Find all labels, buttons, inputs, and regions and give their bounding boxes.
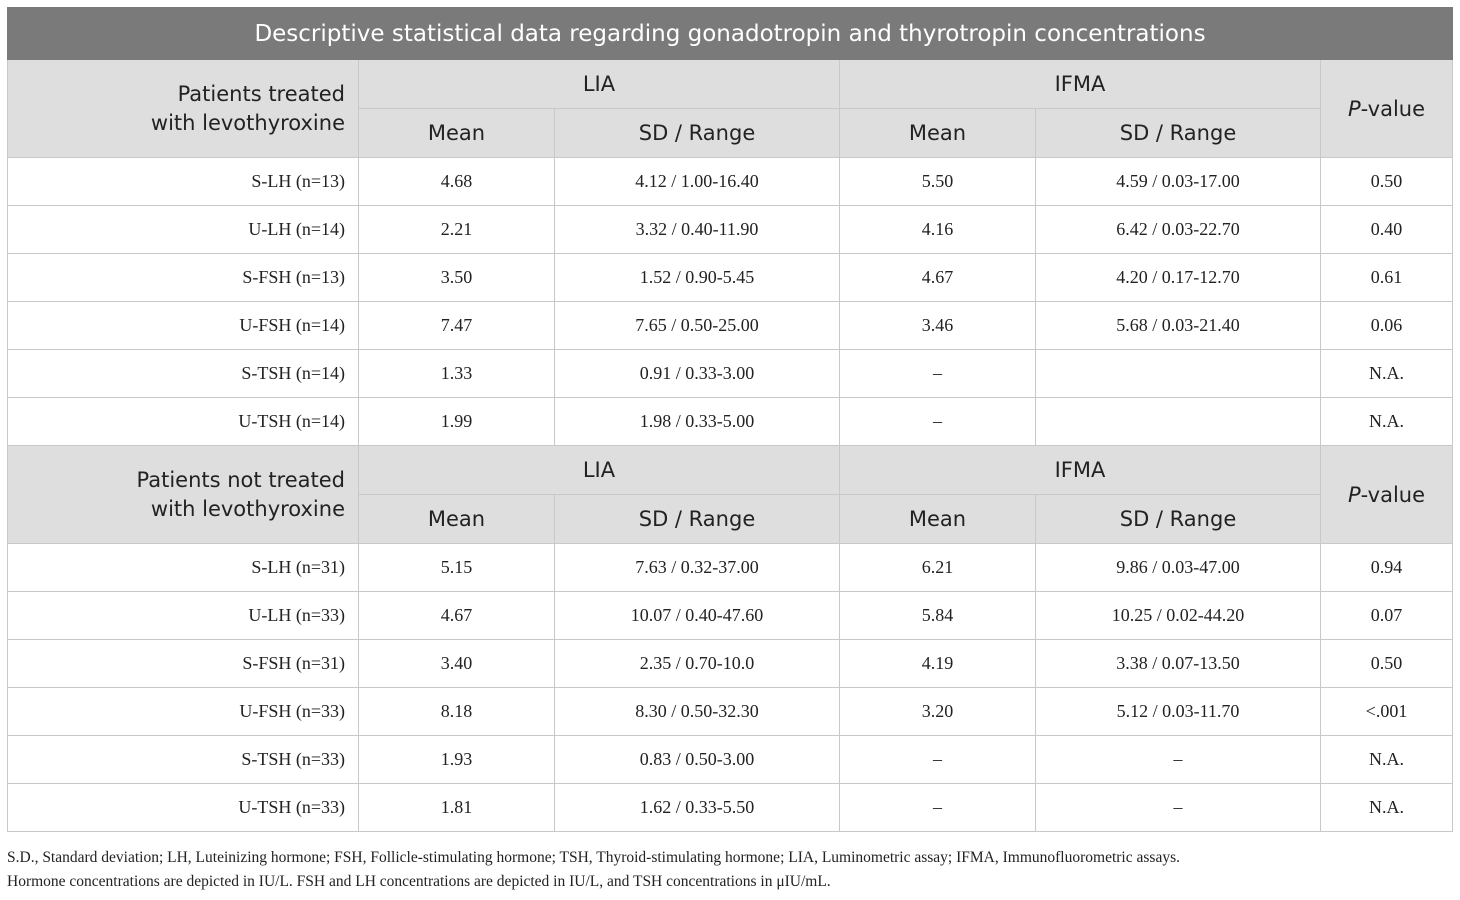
p-value-cell: 0.06 xyxy=(1321,302,1453,350)
row-label: S-TSH (n=33) xyxy=(8,736,359,784)
section-label xyxy=(8,446,359,544)
table-row xyxy=(8,254,1453,302)
ifma-mean-cell: 5.50 xyxy=(840,158,1036,206)
table-row xyxy=(8,206,1453,254)
p-value-header-rest: -value xyxy=(1360,96,1426,121)
ifma-mean-header: Mean xyxy=(840,109,1036,158)
lia-mean-cell: 4.68 xyxy=(359,158,555,206)
lia-sd-range-cell: 10.07 / 0.40-47.60 xyxy=(555,592,840,640)
lia-mean-cell: 1.93 xyxy=(359,736,555,784)
lia-sd-range-cell: 7.65 / 0.50-25.00 xyxy=(555,302,840,350)
table-row xyxy=(8,302,1453,350)
ifma-mean-cell: – xyxy=(840,350,1036,398)
p-value-cell: <.001 xyxy=(1321,688,1453,736)
p-value-cell: N.A. xyxy=(1321,350,1453,398)
ifma-sd-range-cell: – xyxy=(1036,736,1321,784)
section-label-line-2: with levothyroxine xyxy=(150,110,345,135)
lia-mean-cell: 1.33 xyxy=(359,350,555,398)
ifma-sd-range-header: SD / Range xyxy=(1036,109,1321,158)
lia-sd-range-cell: 1.98 / 0.33-5.00 xyxy=(555,398,840,446)
p-value-header-italic: P xyxy=(1347,96,1361,121)
ifma-mean-cell: – xyxy=(840,784,1036,832)
ifma-header: IFMA xyxy=(840,60,1321,109)
lia-sd-range-cell: 3.32 / 0.40-11.90 xyxy=(555,206,840,254)
ifma-sd-range-cell: 5.68 / 0.03-21.40 xyxy=(1036,302,1321,350)
ifma-sd-range-cell: 10.25 / 0.02-44.20 xyxy=(1036,592,1321,640)
ifma-sd-range-cell xyxy=(1036,398,1321,446)
lia-header: LIA xyxy=(359,60,840,109)
p-value-cell: 0.50 xyxy=(1321,640,1453,688)
ifma-mean-header: Mean xyxy=(840,495,1036,544)
lia-mean-header: Mean xyxy=(359,495,555,544)
lia-sd-range-cell: 0.91 / 0.33-3.00 xyxy=(555,350,840,398)
ifma-mean-cell: 3.20 xyxy=(840,688,1036,736)
ifma-mean-cell: – xyxy=(840,398,1036,446)
row-label: S-LH (n=13) xyxy=(8,158,359,206)
row-label: U-LH (n=33) xyxy=(8,592,359,640)
lia-sd-range-cell: 1.62 / 0.33-5.50 xyxy=(555,784,840,832)
table-row xyxy=(8,398,1453,446)
ifma-sd-range-cell: 9.86 / 0.03-47.00 xyxy=(1036,544,1321,592)
ifma-mean-cell: 4.16 xyxy=(840,206,1036,254)
row-label: U-FSH (n=33) xyxy=(8,688,359,736)
p-value-header xyxy=(1321,446,1453,544)
lia-sd-range-cell: 1.52 / 0.90-5.45 xyxy=(555,254,840,302)
section-header-row xyxy=(8,446,1453,495)
p-value-cell: N.A. xyxy=(1321,784,1453,832)
ifma-sd-range-cell: 4.20 / 0.17-12.70 xyxy=(1036,254,1321,302)
p-value-cell: N.A. xyxy=(1321,398,1453,446)
table-container xyxy=(7,7,1452,832)
p-value-header xyxy=(1321,60,1453,158)
table-row xyxy=(8,350,1453,398)
lia-mean-cell: 1.81 xyxy=(359,784,555,832)
lia-sd-range-header: SD / Range xyxy=(555,495,840,544)
lia-sd-range-cell: 0.83 / 0.50-3.00 xyxy=(555,736,840,784)
table-row xyxy=(8,784,1453,832)
ifma-mean-cell: 4.19 xyxy=(840,640,1036,688)
row-label: U-FSH (n=14) xyxy=(8,302,359,350)
table-row xyxy=(8,592,1453,640)
lia-sd-range-cell: 7.63 / 0.32-37.00 xyxy=(555,544,840,592)
lia-mean-header: Mean xyxy=(359,109,555,158)
p-value-cell: 0.94 xyxy=(1321,544,1453,592)
p-value-cell: 0.40 xyxy=(1321,206,1453,254)
lia-mean-cell: 8.18 xyxy=(359,688,555,736)
row-label: U-TSH (n=33) xyxy=(8,784,359,832)
lia-sd-range-header: SD / Range xyxy=(555,109,840,158)
statistics-table xyxy=(7,7,1453,832)
ifma-header: IFMA xyxy=(840,446,1321,495)
ifma-sd-range-header: SD / Range xyxy=(1036,495,1321,544)
ifma-mean-cell: 5.84 xyxy=(840,592,1036,640)
row-label: S-LH (n=31) xyxy=(8,544,359,592)
ifma-sd-range-cell: 3.38 / 0.07-13.50 xyxy=(1036,640,1321,688)
table-row xyxy=(8,640,1453,688)
lia-mean-cell: 1.99 xyxy=(359,398,555,446)
section-label-line-1: Patients not treated xyxy=(136,467,345,492)
row-label: U-TSH (n=14) xyxy=(8,398,359,446)
ifma-mean-cell: 4.67 xyxy=(840,254,1036,302)
p-value-cell: 0.07 xyxy=(1321,592,1453,640)
lia-mean-cell: 2.21 xyxy=(359,206,555,254)
p-value-header-italic: P xyxy=(1347,482,1361,507)
row-label: S-FSH (n=13) xyxy=(8,254,359,302)
footnote xyxy=(7,846,1453,894)
ifma-mean-cell: 3.46 xyxy=(840,302,1036,350)
section-label-line-2: with levothyroxine xyxy=(150,496,345,521)
lia-mean-cell: 3.40 xyxy=(359,640,555,688)
section-header-row xyxy=(8,60,1453,109)
row-label: U-LH (n=14) xyxy=(8,206,359,254)
lia-mean-cell: 3.50 xyxy=(359,254,555,302)
ifma-sd-range-cell: 5.12 / 0.03-11.70 xyxy=(1036,688,1321,736)
lia-mean-cell: 4.67 xyxy=(359,592,555,640)
ifma-sd-range-cell: 4.59 / 0.03-17.00 xyxy=(1036,158,1321,206)
lia-sd-range-cell: 4.12 / 1.00-16.40 xyxy=(555,158,840,206)
p-value-header-rest: -value xyxy=(1360,482,1426,507)
title-row xyxy=(8,8,1453,60)
p-value-cell: 0.50 xyxy=(1321,158,1453,206)
ifma-sd-range-cell: – xyxy=(1036,784,1321,832)
section-label xyxy=(8,60,359,158)
footnote-line-2: Hormone concentrations are depicted in IU/L. FSH and LH concentrations are depicted in IU/L, and TSH concentrations in μIU/mL. xyxy=(7,873,831,890)
p-value-cell: 0.61 xyxy=(1321,254,1453,302)
row-label: S-TSH (n=14) xyxy=(8,350,359,398)
lia-mean-cell: 5.15 xyxy=(359,544,555,592)
footnote-line-1: S.D., Standard deviation; LH, Luteinizing hormone; FSH, Follicle-stimulating hormone; TSH, Thyroid-stimulating hormone; LIA, Luminometric assay; IFMA, Immunofluorometric assays. xyxy=(7,849,1180,866)
lia-header: LIA xyxy=(359,446,840,495)
lia-sd-range-cell: 2.35 / 0.70-10.0 xyxy=(555,640,840,688)
p-value-cell: N.A. xyxy=(1321,736,1453,784)
table-row xyxy=(8,736,1453,784)
table-row xyxy=(8,688,1453,736)
section-label-line-1: Patients treated xyxy=(177,81,345,106)
table-title: Descriptive statistical data regarding gonadotropin and thyrotropin concentrations xyxy=(8,8,1453,60)
ifma-mean-cell: – xyxy=(840,736,1036,784)
table-body xyxy=(8,60,1453,832)
lia-sd-range-cell: 8.30 / 0.50-32.30 xyxy=(555,688,840,736)
row-label: S-FSH (n=31) xyxy=(8,640,359,688)
ifma-sd-range-cell xyxy=(1036,350,1321,398)
ifma-sd-range-cell: 6.42 / 0.03-22.70 xyxy=(1036,206,1321,254)
table-row xyxy=(8,544,1453,592)
table-row xyxy=(8,158,1453,206)
ifma-mean-cell: 6.21 xyxy=(840,544,1036,592)
lia-mean-cell: 7.47 xyxy=(359,302,555,350)
